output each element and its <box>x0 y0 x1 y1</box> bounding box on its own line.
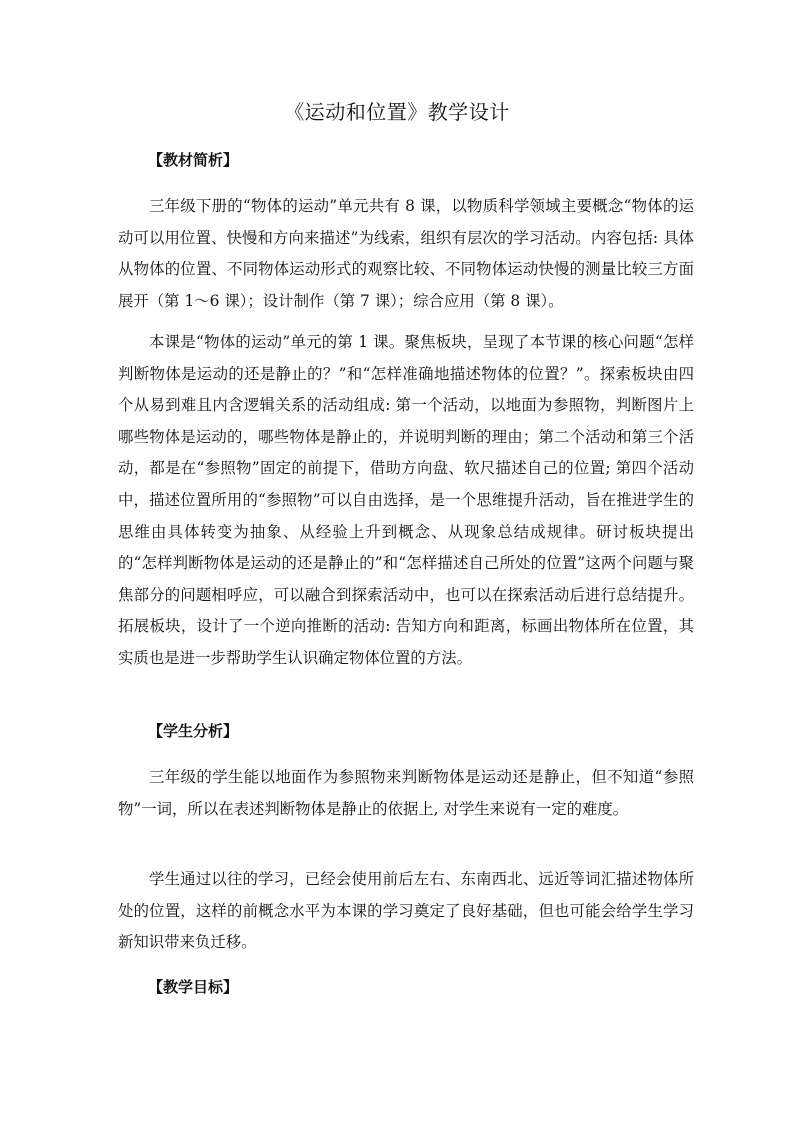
paragraph-textbook-analysis-2: 本课是“物体的运动”单元的第 1 课。聚焦板块，呈现了本节课的核心问题“怎样判断物体是运动的还是静止的？”和“怎样准确地描述物体的位置？”。探索板块由四个从易到难且内含逻辑关系的活动组成: 第一个活动，以地面为参照物，判断图片上哪些物体是运动的，哪些物体是静止的，并说明判断的理由；第二个活动和第三个活动，都是在“参照物”固定的前提下，借助方向盘、软尺描述自己的位置; 第四个活动中，描述位置所用的“参照物”可以自由选择，是一个思维提升活动，旨在推进学生的思维由具体转变为抽象、从经验上升到概念、从现象总结成规律。研讨板块提出的“怎样判断物体是运动的还是静止的”和“怎样描述自己所处的位置”这两个问题与聚焦部分的问题相呼应，可以融合到探索活动中，也可以在探索活动后进行总结提升。拓展板块，设计了一个逆向推断的活动: 告知方向和距离，标画出物体所在位置，其实质也是进一步帮助学生认识确定物体位置的方法。 <box>118 333 694 667</box>
paragraph-student-analysis-1: 三年级的学生能以地面作为参照物来判断物体是运动还是静止，但不知道“参照物”一词，所以在表述判断物体是静止的依据上, 对学生来说有一定的难度。 <box>118 768 694 818</box>
section-heading-teaching-goals: 【教学目标】 <box>148 978 239 996</box>
section-heading-student-analysis: 【学生分析】 <box>148 722 239 740</box>
paragraph-textbook-analysis-1: 三年级下册的“物体的运动”单元共有 8 课，以物质科学领域主要概念“物体的运动可以用位置、快慢和方向来描述”为线索，组织有层次的学习活动。内容包括: 具体从物体的位置、不同物体运动形式的观察比较、不同物体运动快慢的测量比较三方面展开（第 1～6 课）；设计制作（第 7 课）；综合应用（第 8 课）。 <box>118 197 694 310</box>
section-heading-textbook-analysis: 【教材简析】 <box>148 151 239 169</box>
paragraph-student-analysis-2: 学生通过以往的学习，已经会使用前后左右、东南西北、远近等词汇描述物体所处的位置，这样的前概念水平为本课的学习奠定了良好基础，但也可能会给学生学习新知识带来负迁移。 <box>118 870 694 952</box>
document-title: 《运动和位置》教学设计 <box>284 100 510 124</box>
